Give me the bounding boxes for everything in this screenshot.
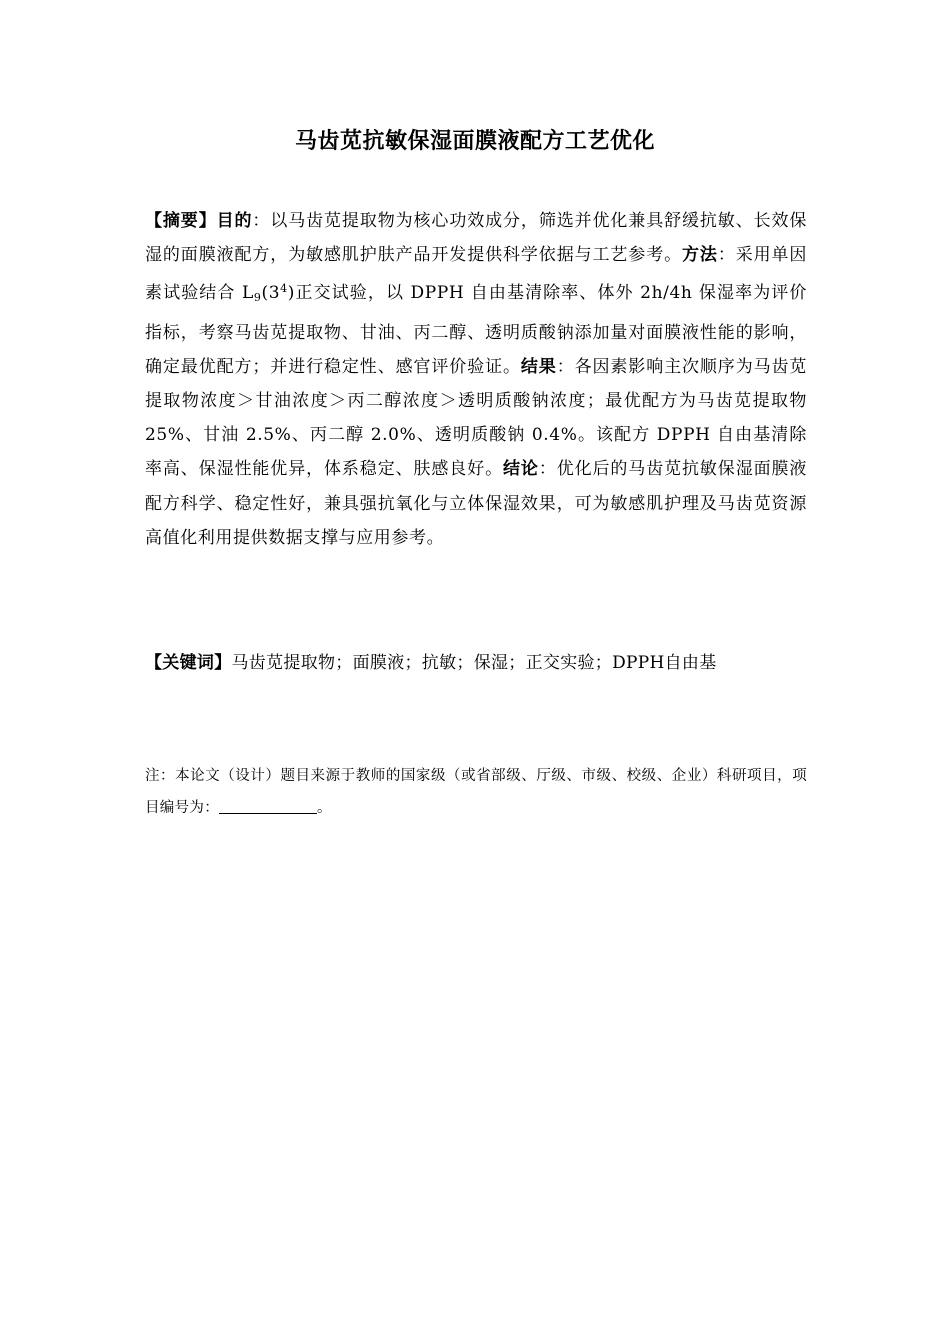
orthogonal-subscript: 9 <box>253 291 262 305</box>
orthogonal-paren: (3 <box>261 283 281 304</box>
orthogonal-superscript: 4 <box>280 282 288 296</box>
keywords-text: 马齿苋提取物；面膜液；抗敏；保湿；正交实验；DPPH自由基 <box>231 653 717 673</box>
conclusion-text: ：优化后的马齿苋抗敏保湿面膜液配方科学、稳定性好，兼具强抗氧化与立体保湿效果，可为敏感肌护理及马齿苋资源高值化利用提供数据支撑与应用参考。 <box>145 459 808 548</box>
method-text-before: ：采用单因素试验结合 L <box>145 245 808 304</box>
note-end: 。 <box>317 800 332 816</box>
result-text: ：各因素影响主次顺序为马齿苋提取物浓度＞甘油浓度＞丙二醇浓度＞透明质酸钠浓度；最优配方为马齿苋提取物 25%、甘油 2.5%、丙二醇 2.0%、透明质酸钠 0.4%。该配方 DPPH 自由基清除率高、保湿性能优异，体系稳定、肤感良好。 <box>145 356 807 480</box>
purpose-label: 目的 <box>216 211 253 231</box>
keywords-section <box>145 650 807 676</box>
abstract-section <box>145 204 807 555</box>
purpose-text: ：以马齿苋提取物为核心功效成分，筛选并优化兼具舒缓抗敏、长效保湿的面膜液配方，为敏感肌护肤产品开发提供科学依据与工艺参考。 <box>145 211 808 266</box>
project-number-blank <box>219 797 317 814</box>
abstract-label: 【摘要】 <box>145 211 217 231</box>
conclusion-label: 结论 <box>503 459 539 480</box>
note-text: 注：本论文（设计）题目来源于教师的国家级（或省部级、厅级、市级、校级、企业）科研项目，项目编号为： <box>145 768 807 816</box>
keywords-label: 【关键词】 <box>145 653 232 673</box>
footnote-section <box>145 760 807 824</box>
result-label: 结果 <box>520 356 557 377</box>
method-label: 方法 <box>682 245 718 266</box>
method-text-after: )正交试验，以 DPPH 自由基清除率、体外 2h/4h 保湿率为评价指标，考察马齿苋提取物、甘油、丙二醇、透明质酸钠添加量对面膜液性能的影响，确定最优配方；并进行稳定性、感官评价验证。 <box>145 283 807 377</box>
paper-title: 马齿苋抗敏保湿面膜液配方工艺优化 <box>294 129 655 154</box>
